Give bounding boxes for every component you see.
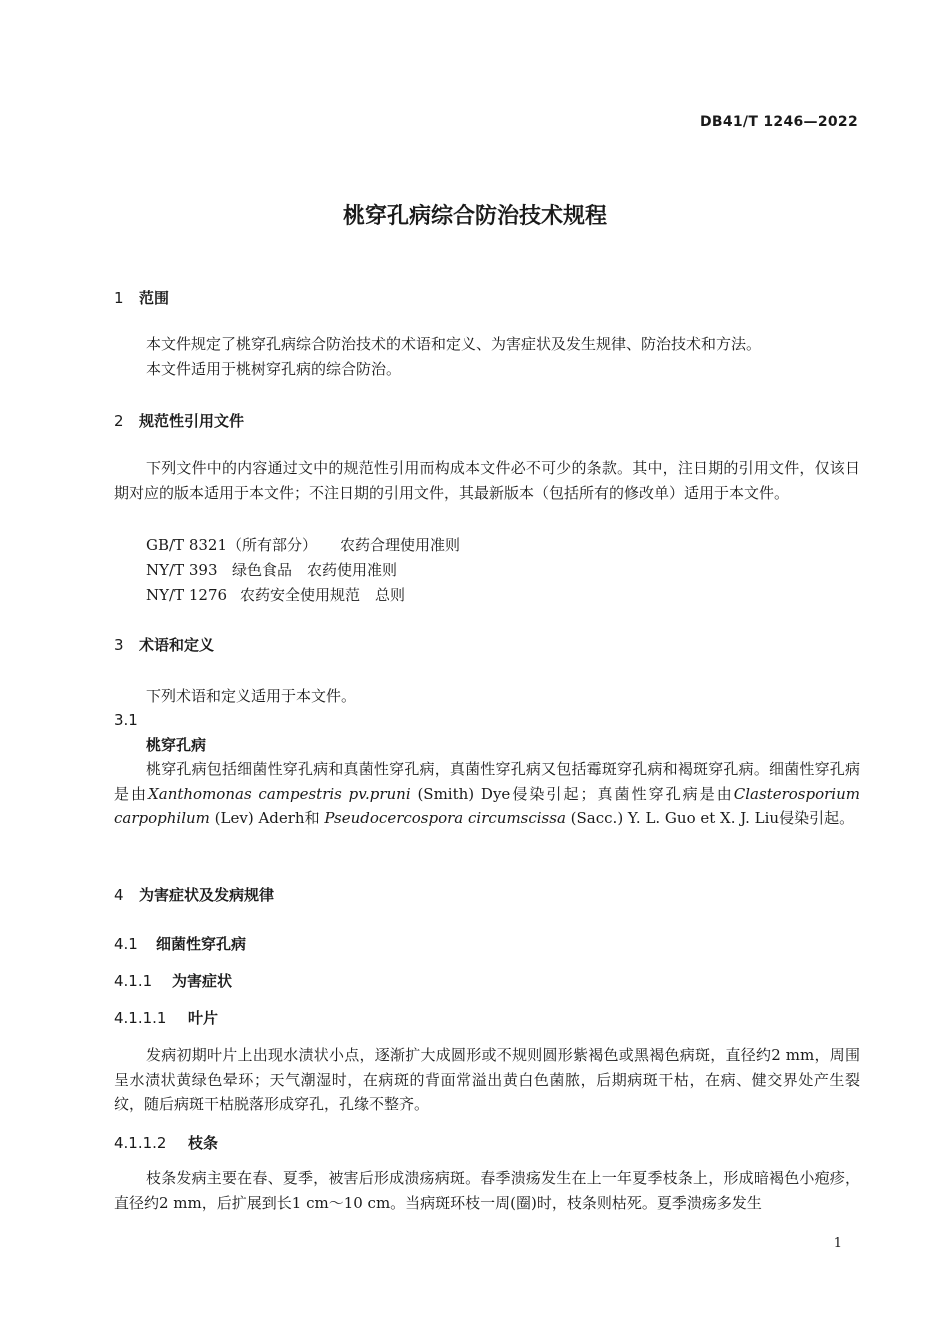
definition-text: 桃穿孔病包括细菌性穿孔病和真菌性穿孔病，真菌性穿孔病又包括霉斑穿孔病和褐斑穿孔病。细菌性穿孔病是由 [114,760,860,803]
section-4-heading [114,884,274,905]
page-number: 1 [833,1236,842,1251]
section-number: 1 [114,289,124,307]
definition-text: (Smith) Dye侵染引起；真菌性穿孔病是由 [410,784,734,803]
section-2-intro: 下列文件中的内容通过文中的规范性引用而构成本文件必不可少的条款。其中，注日期的引用文件，仅该日期对应的版本适用于本文件；不注日期的引用文件，其最新版本（包括所有的修改单）适用于本文件。 [114,459,860,502]
pathogen-species: Xanthomonas campestris pv.pruni [148,784,411,803]
leaf-symptom-paragraph: 发病初期叶片上出现水渍状小点，逐渐扩大成圆形或不规则圆形紫褐色或黑褐色病斑，直径约2 mm，周围呈水渍状黄绿色晕环；天气潮湿时，在病斑的背面常溢出黄白色菌脓，后期病斑干枯，在病、健交界处产生裂纹，随后病斑干枯脱落形成穿孔，孔缘不整齐。 [114,1046,860,1113]
branch-symptom-paragraph: 枝条发病主要在春、夏季，被害后形成溃疡病斑。春季溃疡发生在上一年夏季枝条上，形成暗褐色小疱疹，直径约2 mm，后扩展到长1 cm～10 cm。当病斑环枝一周(圈)时，枝条则枯死。夏季溃疡多发生 [114,1169,860,1212]
section-number: 4.1.1.2 [114,1134,167,1152]
reference-code: NY/T 393 [146,561,218,579]
section-title: 术语和定义 [139,636,215,654]
section-number: 4.1 [114,935,138,953]
section-title: 为害症状及发病规律 [139,886,275,904]
reference-title: 农药安全使用规范 总则 [240,586,406,604]
section-number: 4.1.1 [114,972,153,990]
section-title: 范围 [139,289,170,307]
subsection-4-1-1-heading [114,970,232,991]
reference-code: GB/T 8321（所有部分） [146,536,318,554]
reference-code: NY/T 1276 [146,586,228,604]
section-title: 规范性引用文件 [139,412,245,430]
section-number: 4 [114,886,124,904]
document-title: 桃穿孔病综合防治技术规程 [342,204,607,229]
term-number: 3.1 [114,711,138,729]
section-number: 4.1.1.1 [114,1009,167,1027]
section-title: 为害症状 [172,972,233,990]
definition-text: (Lev) Aderh和 [209,809,325,827]
section-number: 2 [114,412,124,430]
section-3-intro: 下列术语和定义适用于本文件。 [146,687,357,705]
section-2-heading [114,410,244,431]
term-definition [114,757,860,831]
reference-title: 农药合理使用准则 [340,536,461,554]
term-name: 桃穿孔病 [146,736,207,754]
section-1-heading [114,287,169,308]
reference-item [146,583,405,607]
reference-item [146,533,460,557]
section-1-paragraph-1: 本文件规定了桃穿孔病综合防治技术的术语和定义、为害症状及发生规律、防治技术和方法。 [146,335,762,353]
section-1-paragraph-2: 本文件适用于桃树穿孔病的综合防治。 [146,360,402,378]
subsection-4-1-1-1-heading [114,1007,218,1028]
reference-item [146,558,397,582]
section-number: 3 [114,636,124,654]
pathogen-species: Pseudocercospora circumscissa [324,809,566,827]
subsection-4-1-heading [114,933,246,954]
subsection-4-1-1-2-heading [114,1132,218,1153]
reference-title: 绿色食品 农药使用准则 [232,561,398,579]
section-title: 枝条 [188,1134,219,1152]
section-title: 细菌性穿孔病 [156,935,247,953]
standard-number: DB41/T 1246—2022 [699,114,858,130]
section-title: 叶片 [188,1009,219,1027]
definition-text: (Sacc.) Y. L. Guo et X. J. Liu侵染引起。 [565,809,855,827]
section-3-heading [114,634,214,655]
pathogen-species: Clasterosporium carpophilum [114,784,860,827]
